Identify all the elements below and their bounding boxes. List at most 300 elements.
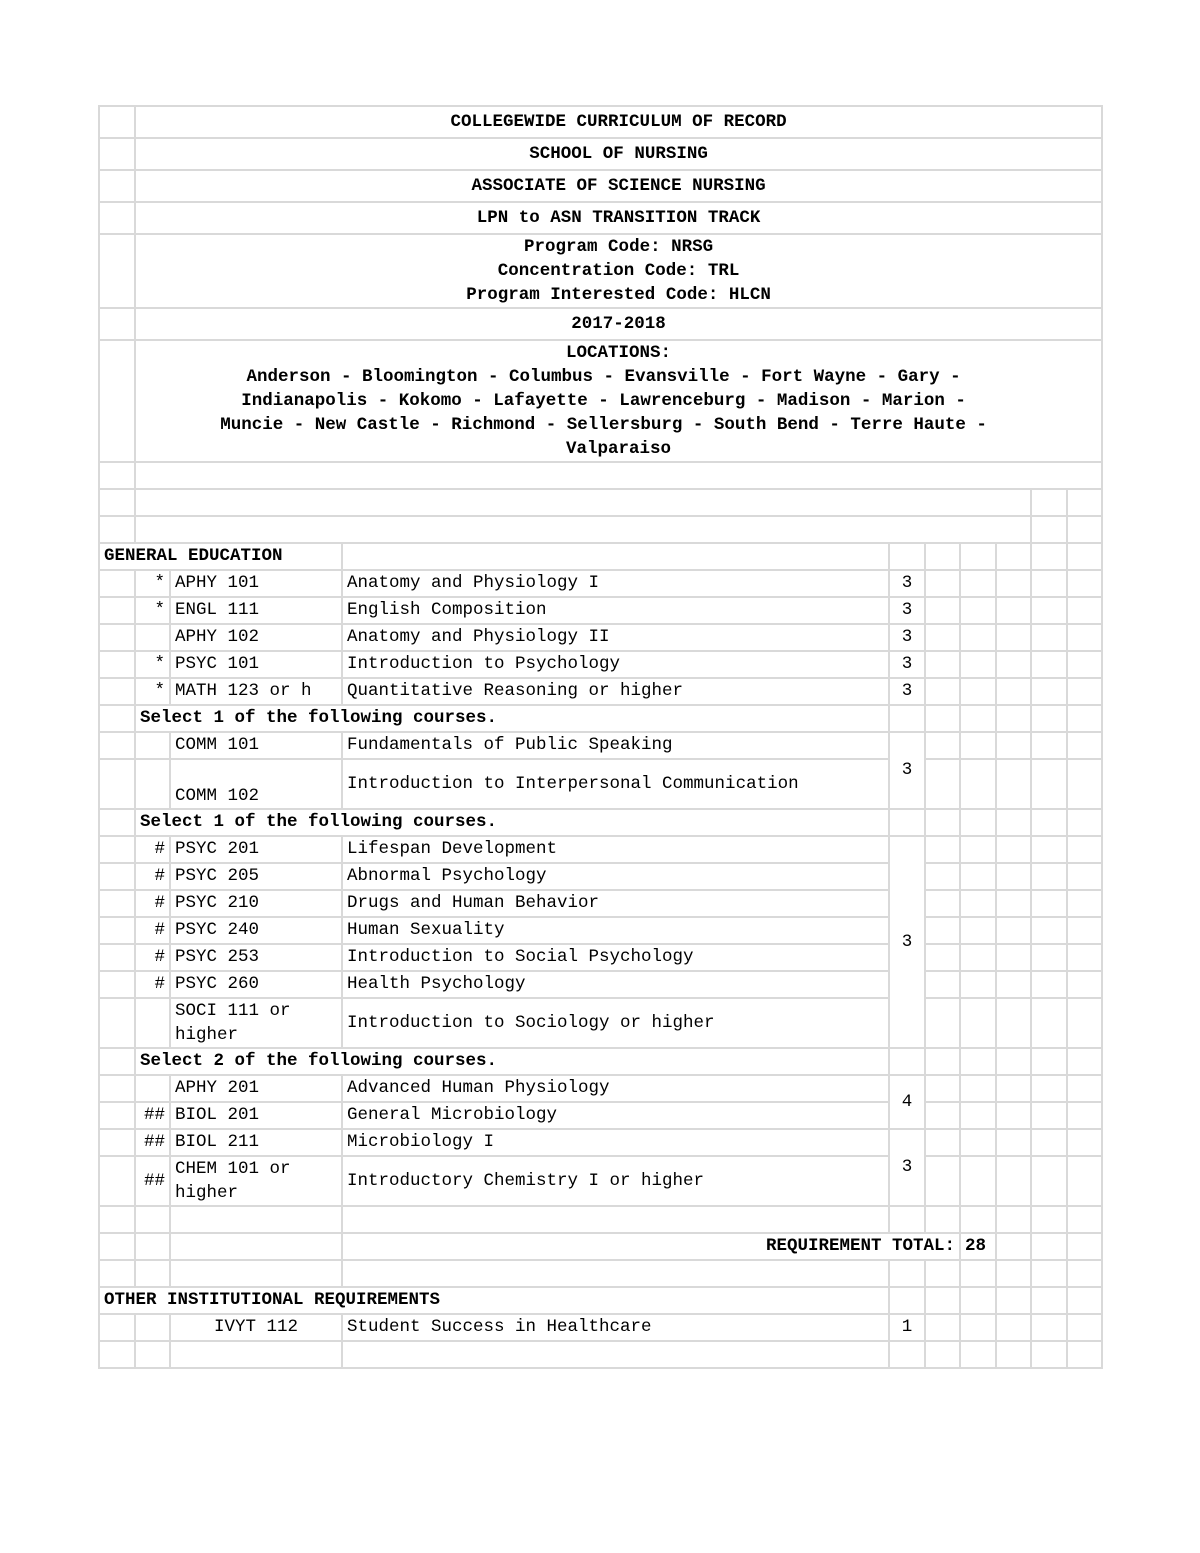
empty-cell	[960, 705, 996, 732]
course-code: PSYC 101	[170, 651, 342, 678]
locations-block	[135, 340, 1102, 462]
empty-cell	[1031, 624, 1067, 651]
course-title: Abnormal Psychology	[342, 863, 889, 890]
empty-cell	[925, 809, 960, 836]
empty-cell	[99, 1129, 135, 1156]
empty-cell	[996, 678, 1031, 705]
empty-cell	[960, 1048, 996, 1075]
empty-cell	[135, 1206, 170, 1233]
course-code: APHY 101	[170, 570, 342, 597]
course-title: Lifespan Development	[342, 836, 889, 863]
empty-cell	[342, 1341, 889, 1368]
empty-cell	[99, 1233, 135, 1260]
gutter-cell	[99, 308, 135, 340]
empty-cell	[889, 1206, 925, 1233]
curriculum-sheet	[98, 105, 1103, 1369]
course-mark	[135, 998, 170, 1048]
empty-cell	[99, 597, 135, 624]
locations-line: Anderson - Bloomington - Columbus - Evansville - Fort Wayne - Gary -	[246, 367, 961, 387]
course-title: Quantitative Reasoning or higher	[342, 678, 889, 705]
empty-cell	[996, 624, 1031, 651]
empty-cell	[99, 890, 135, 917]
course-mark: ##	[135, 1156, 170, 1206]
course-code: APHY 102	[170, 624, 342, 651]
empty-cell	[996, 836, 1031, 863]
empty-cell	[1067, 1102, 1102, 1129]
course-code: PSYC 240	[170, 917, 342, 944]
empty-cell	[960, 1260, 996, 1287]
empty-cell	[960, 809, 996, 836]
empty-cell	[99, 998, 135, 1048]
empty-cell	[1031, 863, 1067, 890]
empty-cell	[1067, 863, 1102, 890]
course-mark: ##	[135, 1102, 170, 1129]
empty-cell	[1067, 890, 1102, 917]
selection-instruction: Select 1 of the following courses.	[135, 809, 889, 836]
course-code: BIOL 211	[170, 1129, 342, 1156]
empty-cell	[342, 1260, 889, 1287]
empty-cell	[1031, 917, 1067, 944]
empty-cell	[99, 1048, 135, 1075]
empty-cell	[925, 1287, 960, 1314]
empty-cell	[925, 917, 960, 944]
empty-cell	[996, 1075, 1031, 1102]
empty-cell	[960, 1102, 996, 1129]
empty-cell	[925, 1341, 960, 1368]
empty-cell	[1031, 971, 1067, 998]
empty-cell	[99, 489, 135, 516]
empty-cell	[99, 1341, 135, 1368]
empty-cell	[1031, 543, 1067, 570]
empty-cell	[960, 732, 996, 759]
page-title: COLLEGEWIDE CURRICULUM OF RECORD	[135, 106, 1102, 138]
empty-cell	[1067, 516, 1102, 543]
course-title: Anatomy and Physiology I	[342, 570, 889, 597]
empty-cell	[1067, 836, 1102, 863]
empty-cell	[342, 1206, 889, 1233]
course-title: Introduction to Social Psychology	[342, 944, 889, 971]
empty-cell	[1031, 759, 1067, 809]
interested-code: Program Interested Code: HLCN	[466, 285, 771, 305]
catalog-year: 2017-2018	[135, 308, 1102, 340]
course-mark: #	[135, 863, 170, 890]
empty-cell	[1031, 1129, 1067, 1156]
empty-cell	[925, 732, 960, 759]
course-row	[99, 863, 1102, 890]
empty-cell	[889, 705, 925, 732]
empty-cell	[925, 944, 960, 971]
empty-cell	[99, 732, 135, 759]
empty-cell	[1067, 1156, 1102, 1206]
empty-cell	[99, 863, 135, 890]
course-code: IVYT 112	[170, 1314, 342, 1341]
empty-cell	[996, 705, 1031, 732]
selection-instruction: Select 2 of the following courses.	[135, 1048, 889, 1075]
empty-cell	[925, 678, 960, 705]
empty-cell	[996, 1233, 1031, 1260]
course-credits: 1	[889, 1314, 925, 1341]
degree-name: ASSOCIATE OF SCIENCE NURSING	[135, 170, 1102, 202]
empty-cell	[1031, 678, 1067, 705]
empty-cell	[1067, 1129, 1102, 1156]
empty-cell	[99, 944, 135, 971]
empty-cell	[960, 1341, 996, 1368]
empty-cell	[1031, 705, 1067, 732]
group-credits: 3	[889, 836, 925, 1048]
course-code: COMM 102	[170, 759, 342, 809]
empty-cell	[170, 1206, 342, 1233]
program-codes	[135, 234, 1102, 308]
empty-cell	[925, 651, 960, 678]
empty-cell	[99, 971, 135, 998]
gutter-cell	[99, 234, 135, 308]
empty-cell	[135, 1341, 170, 1368]
section-heading-general-education: GENERAL EDUCATION	[99, 543, 342, 570]
course-code: PSYC 260	[170, 971, 342, 998]
locations-label: LOCATIONS:	[566, 343, 672, 363]
course-credits: 3	[889, 597, 925, 624]
empty-cell	[99, 836, 135, 863]
empty-cell	[925, 998, 960, 1048]
course-code: BIOL 201	[170, 1102, 342, 1129]
course-code: ENGL 111	[170, 597, 342, 624]
empty-cell	[960, 597, 996, 624]
course-code: APHY 201	[170, 1075, 342, 1102]
empty-cell	[1031, 1233, 1067, 1260]
empty-cell	[925, 1048, 960, 1075]
course-title: Health Psychology	[342, 971, 889, 998]
empty-cell	[996, 1314, 1031, 1341]
course-title: Student Success in Healthcare	[342, 1314, 889, 1341]
course-mark: *	[135, 651, 170, 678]
course-mark	[135, 1075, 170, 1102]
empty-cell	[1031, 1102, 1067, 1129]
empty-cell	[1031, 890, 1067, 917]
empty-cell	[1067, 543, 1102, 570]
course-mark: #	[135, 890, 170, 917]
section-heading-other-requirements: OTHER INSTITUTIONAL REQUIREMENTS	[99, 1287, 889, 1314]
course-mark	[135, 759, 170, 809]
empty-cell	[960, 570, 996, 597]
course-mark: *	[135, 678, 170, 705]
empty-cell	[925, 890, 960, 917]
empty-cell	[1031, 516, 1067, 543]
empty-cell	[99, 624, 135, 651]
empty-cell	[960, 890, 996, 917]
course-row	[99, 944, 1102, 971]
empty-cell	[996, 1156, 1031, 1206]
empty-cell	[960, 624, 996, 651]
empty-cell	[960, 836, 996, 863]
course-title: Introduction to Sociology or higher	[342, 998, 889, 1048]
course-title: English Composition	[342, 597, 889, 624]
empty-cell	[925, 971, 960, 998]
empty-cell	[996, 1206, 1031, 1233]
empty-cell	[1067, 971, 1102, 998]
empty-cell	[960, 678, 996, 705]
empty-cell	[135, 1260, 170, 1287]
course-code: CHEM 101 or higher	[170, 1156, 342, 1206]
course-row	[99, 890, 1102, 917]
course-mark: *	[135, 597, 170, 624]
group-credits: 4	[889, 1075, 925, 1129]
empty-cell	[99, 1156, 135, 1206]
course-mark	[135, 624, 170, 651]
empty-cell	[1067, 1206, 1102, 1233]
empty-cell	[99, 759, 135, 809]
requirement-total-label: REQUIREMENT TOTAL:	[342, 1233, 960, 1260]
course-row	[99, 570, 1102, 597]
empty-cell	[1031, 1206, 1067, 1233]
empty-cell	[889, 543, 925, 570]
course-mark: #	[135, 971, 170, 998]
course-row	[99, 1314, 1102, 1341]
empty-cell	[996, 1287, 1031, 1314]
empty-cell	[1031, 651, 1067, 678]
course-title: Anatomy and Physiology II	[342, 624, 889, 651]
course-title: Microbiology I	[342, 1129, 889, 1156]
empty-cell	[996, 809, 1031, 836]
course-row	[99, 624, 1102, 651]
course-title: Introductory Chemistry I or higher	[342, 1156, 889, 1206]
empty-cell	[925, 863, 960, 890]
empty-cell	[99, 1260, 135, 1287]
course-credits: 3	[889, 678, 925, 705]
empty-cell	[1031, 1075, 1067, 1102]
empty-cell	[99, 1314, 135, 1341]
group-credits: 3	[889, 1129, 925, 1206]
empty-cell	[1067, 809, 1102, 836]
course-title: Fundamentals of Public Speaking	[342, 732, 889, 759]
course-code: PSYC 201	[170, 836, 342, 863]
empty-cell	[99, 1206, 135, 1233]
empty-cell	[99, 917, 135, 944]
empty-cell	[889, 1048, 925, 1075]
empty-cell	[99, 678, 135, 705]
empty-cell	[170, 1233, 342, 1260]
empty-cell	[1067, 1287, 1102, 1314]
empty-cell	[960, 1287, 996, 1314]
course-credits: 3	[889, 651, 925, 678]
gutter-cell	[99, 106, 135, 138]
course-code: COMM 101	[170, 732, 342, 759]
requirement-total-value: 28	[960, 1233, 996, 1260]
empty-cell	[960, 1075, 996, 1102]
locations-line: Valparaiso	[566, 439, 672, 459]
empty-cell	[1067, 1075, 1102, 1102]
empty-cell	[135, 516, 1031, 543]
empty-cell	[889, 809, 925, 836]
empty-cell	[99, 516, 135, 543]
empty-cell	[960, 944, 996, 971]
empty-cell	[1031, 1048, 1067, 1075]
empty-cell	[99, 570, 135, 597]
empty-cell	[925, 1156, 960, 1206]
empty-cell	[1031, 489, 1067, 516]
empty-cell	[925, 1102, 960, 1129]
empty-cell	[1067, 1341, 1102, 1368]
empty-cell	[996, 1048, 1031, 1075]
empty-cell	[996, 1129, 1031, 1156]
empty-cell	[996, 651, 1031, 678]
empty-cell	[960, 651, 996, 678]
empty-cell	[996, 971, 1031, 998]
group-credits: 3	[889, 732, 925, 809]
locations-line: Indianapolis - Kokomo - Lafayette - Lawrenceburg - Madison - Marion -	[241, 391, 966, 411]
gutter-cell	[99, 138, 135, 170]
empty-cell	[1031, 1314, 1067, 1341]
course-row	[99, 836, 1102, 863]
empty-cell	[960, 1206, 996, 1233]
selection-instruction: Select 1 of the following courses.	[135, 705, 889, 732]
empty-cell	[1031, 1287, 1067, 1314]
empty-cell	[342, 543, 889, 570]
empty-cell	[960, 543, 996, 570]
empty-cell	[960, 971, 996, 998]
gutter-cell	[99, 170, 135, 202]
empty-cell	[1031, 809, 1067, 836]
empty-cell	[960, 863, 996, 890]
course-mark: #	[135, 944, 170, 971]
course-title: Introduction to Psychology	[342, 651, 889, 678]
empty-cell	[1031, 944, 1067, 971]
course-title: Drugs and Human Behavior	[342, 890, 889, 917]
empty-cell	[960, 917, 996, 944]
course-credits: 3	[889, 570, 925, 597]
empty-cell	[1067, 1233, 1102, 1260]
course-row	[99, 1156, 1102, 1206]
empty-cell	[1067, 732, 1102, 759]
empty-cell	[1067, 759, 1102, 809]
empty-cell	[99, 1075, 135, 1102]
empty-cell	[996, 1341, 1031, 1368]
empty-cell	[99, 1102, 135, 1129]
track-name: LPN to ASN TRANSITION TRACK	[135, 202, 1102, 234]
empty-cell	[1067, 1314, 1102, 1341]
course-code: PSYC 210	[170, 890, 342, 917]
course-row	[99, 1129, 1102, 1156]
course-row	[99, 1075, 1102, 1102]
empty-cell	[1031, 1260, 1067, 1287]
empty-cell	[925, 759, 960, 809]
empty-cell	[960, 1156, 996, 1206]
empty-cell	[1067, 651, 1102, 678]
gutter-cell	[99, 202, 135, 234]
empty-cell	[925, 705, 960, 732]
empty-cell	[996, 917, 1031, 944]
course-row	[99, 678, 1102, 705]
course-row	[99, 998, 1102, 1048]
course-code: MATH 123 or h	[170, 678, 342, 705]
empty-cell	[925, 1075, 960, 1102]
course-code: PSYC 205	[170, 863, 342, 890]
empty-cell	[1067, 705, 1102, 732]
empty-cell	[925, 1129, 960, 1156]
empty-cell	[996, 944, 1031, 971]
empty-cell	[996, 543, 1031, 570]
empty-cell	[889, 1287, 925, 1314]
course-credits: 3	[889, 624, 925, 651]
empty-cell	[1067, 489, 1102, 516]
empty-cell	[960, 1314, 996, 1341]
empty-cell	[1031, 732, 1067, 759]
empty-cell	[996, 1260, 1031, 1287]
empty-cell	[960, 1129, 996, 1156]
empty-cell	[1067, 1048, 1102, 1075]
empty-cell	[1067, 678, 1102, 705]
course-mark: *	[135, 570, 170, 597]
empty-cell	[135, 1233, 170, 1260]
empty-cell	[996, 863, 1031, 890]
empty-cell	[1031, 1156, 1067, 1206]
empty-cell	[170, 1260, 342, 1287]
empty-cell	[1067, 917, 1102, 944]
course-row	[99, 651, 1102, 678]
empty-cell	[1067, 570, 1102, 597]
course-row	[99, 759, 1102, 809]
course-row	[99, 732, 1102, 759]
empty-cell	[1067, 1260, 1102, 1287]
course-title: General Microbiology	[342, 1102, 889, 1129]
empty-cell	[996, 597, 1031, 624]
empty-cell	[1067, 998, 1102, 1048]
course-title: Advanced Human Physiology	[342, 1075, 889, 1102]
empty-cell	[925, 836, 960, 863]
course-mark: ##	[135, 1129, 170, 1156]
empty-cell	[889, 1341, 925, 1368]
empty-cell	[889, 1260, 925, 1287]
course-row	[99, 1102, 1102, 1129]
empty-cell	[996, 890, 1031, 917]
empty-cell	[99, 809, 135, 836]
empty-cell	[135, 489, 1031, 516]
empty-cell	[996, 759, 1031, 809]
empty-cell	[1067, 597, 1102, 624]
empty-cell	[99, 651, 135, 678]
empty-cell	[135, 1314, 170, 1341]
empty-cell	[1031, 836, 1067, 863]
empty-cell	[1031, 597, 1067, 624]
course-mark	[135, 732, 170, 759]
empty-cell	[925, 624, 960, 651]
course-title: Introduction to Interpersonal Communication	[342, 759, 889, 809]
empty-cell	[170, 1341, 342, 1368]
empty-cell	[996, 732, 1031, 759]
locations-line: Muncie - New Castle - Richmond - Sellersburg - South Bend - Terre Haute -	[220, 415, 987, 435]
empty-cell	[99, 705, 135, 732]
empty-cell	[996, 570, 1031, 597]
empty-cell	[925, 570, 960, 597]
empty-cell	[135, 462, 1102, 489]
course-row	[99, 597, 1102, 624]
program-code: Program Code: NRSG	[524, 237, 714, 257]
empty-cell	[925, 597, 960, 624]
course-code: SOCI 111 or higher	[170, 998, 342, 1048]
empty-cell	[925, 1314, 960, 1341]
empty-cell	[1031, 570, 1067, 597]
course-row	[99, 917, 1102, 944]
school-name: SCHOOL OF NURSING	[135, 138, 1102, 170]
course-code: PSYC 253	[170, 944, 342, 971]
empty-cell	[996, 998, 1031, 1048]
course-row	[99, 971, 1102, 998]
empty-cell	[1031, 998, 1067, 1048]
empty-cell	[1067, 624, 1102, 651]
concentration-code: Concentration Code: TRL	[497, 261, 740, 281]
empty-cell	[1031, 1341, 1067, 1368]
empty-cell	[960, 759, 996, 809]
empty-cell	[996, 1102, 1031, 1129]
